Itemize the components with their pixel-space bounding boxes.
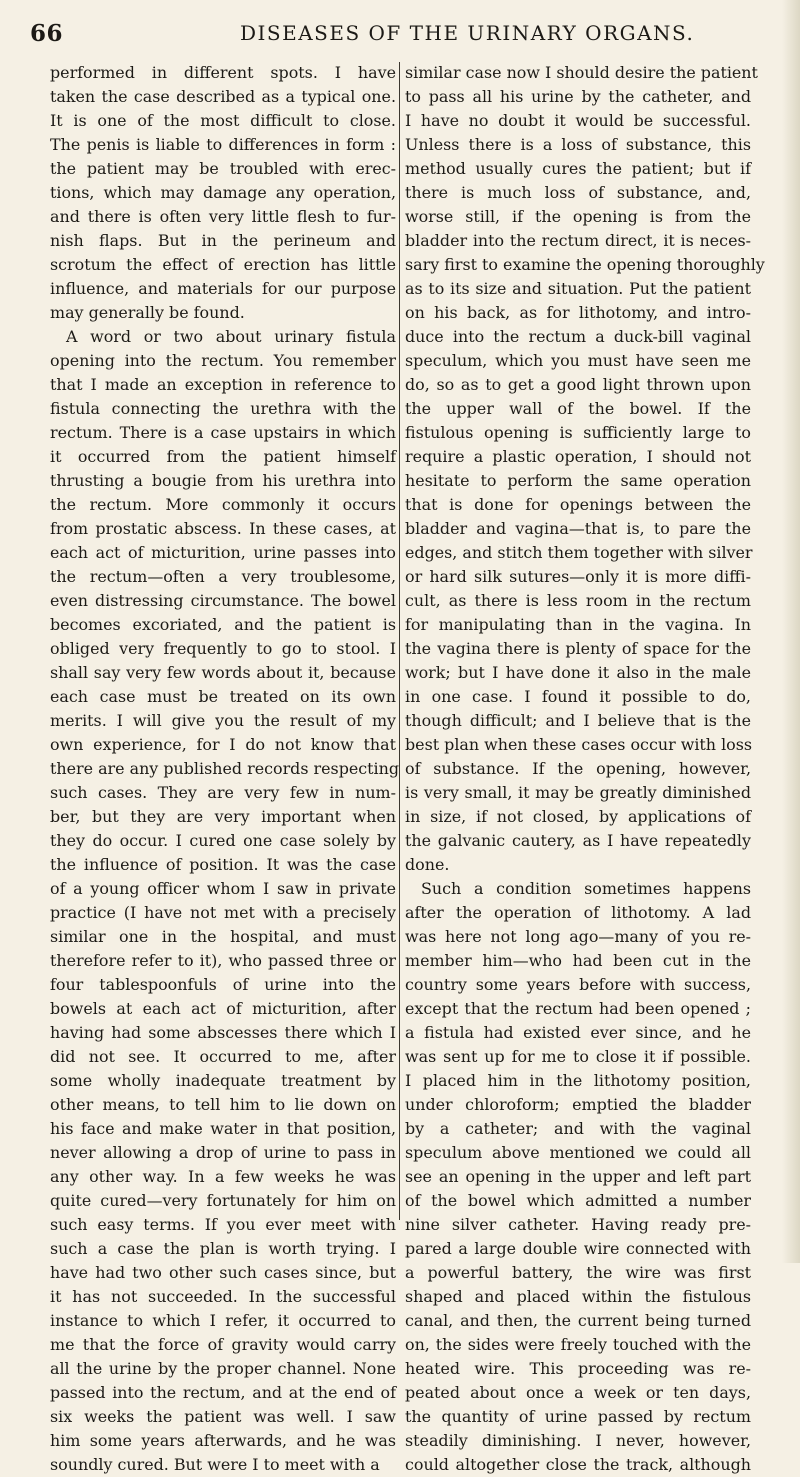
text-line: there is much loss of substance, and, [405,183,751,202]
text-line: ber, but they are very important when [50,807,396,826]
text-line: passed into the rectum, and at the end of [50,1383,396,1402]
text-line: bowels at each act of micturition, after [50,999,396,1018]
text-line: some wholly inadequate treatment by [50,1071,396,1090]
text-line: to pass all his urine by the catheter, and [405,87,751,106]
left-column [50,61,400,1477]
text-line: the rectum—often a very troublesome, [50,567,396,586]
text-line: six weeks the patient was well. I saw [50,1407,396,1426]
text-line: becomes excoriated, and the patient is [50,615,396,634]
text-line: they do occur. I cured one case solely by [50,831,396,850]
text-line: scrotum the effect of erection has little [50,255,396,274]
text-line: all the urine by the proper channel. None [50,1359,396,1378]
text-line: there are any published records respecting [50,759,400,778]
text-line: duce into the rectum a duck-bill vaginal [405,327,751,346]
text-line: was sent up for me to close it if possible. [405,1047,751,1066]
text-line: sary first to examine the opening thoroughly [405,255,765,274]
column-divider [399,62,400,1220]
text-line: may generally be found. [50,303,245,322]
text-line: soundly cured. But were I to meet with a [50,1455,380,1474]
text-line: as to its size and situation. Put the patient [405,279,751,298]
text-line: of a young officer whom I saw in private [50,879,396,898]
text-line: It is one of the most difficult to close. [50,111,396,130]
text-line: fistulous opening is sufficiently large to [405,423,751,442]
text-line: did not see. It occurred to me, after [50,1047,396,1066]
text-line: heated wire. This proceeding was re- [405,1359,751,1378]
text-line: of substance. If the opening, however, [405,759,751,778]
text-line: nish flaps. But in the perineum and [50,231,396,250]
text-line: other means, to tell him to lie down on [50,1095,396,1114]
text-line: it occurred from the patient himself [50,447,396,466]
text-line: thrusting a bougie from his urethra into [50,471,396,490]
text-line: speculum, which you must have seen me [405,351,751,370]
text-line: on, the sides were freely touched with the [405,1335,751,1354]
text-line: influence, and materials for our purpose [50,279,396,298]
text-line: opening into the rectum. You remember [50,351,396,370]
text-line: The penis is liable to differences in form : [50,135,396,154]
text-line: him some years afterwards, and he was [50,1431,396,1450]
text-line: do, so as to get a good light thrown upon [405,375,751,394]
text-line: the rectum. More commonly it occurs [50,495,396,514]
text-line: similar one in the hospital, and must [50,927,396,946]
text-line: similar case now I should desire the patient [405,63,758,82]
text-line: after the operation of lithotomy. A lad [405,903,751,922]
text-line: A word or two about urinary fistula [66,327,396,346]
text-line: instance to which I refer, it occurred to [50,1311,396,1330]
text-line: such a case the plan is worth trying. I [50,1239,396,1258]
text-line: country some years before with success, [405,975,751,994]
text-line: method usually cures the patient; but if [405,159,751,178]
running-head: DISEASES OF THE URINARY ORGANS. [240,21,695,45]
text-line: a powerful battery, the wire was first [405,1263,751,1282]
text-line: the patient may be troubled with erec- [50,159,396,178]
text-line: or hard silk sutures—only it is more diffi- [405,567,751,586]
text-line: in size, if not closed, by applications of [405,807,751,826]
text-line: it has not succeeded. In the successful [50,1287,396,1306]
text-line: peated about once a week or ten days, [405,1383,751,1402]
text-line: from prostatic abscess. In these cases, at [50,519,396,538]
text-line: edges, and stitch them together with silver [405,543,753,562]
text-line: for manipulating than in the vagina. In [405,615,751,634]
page-edge-shadow [782,0,800,1263]
page-number: 66 [30,20,64,47]
text-line: any other way. In a few weeks he was [50,1167,396,1186]
text-line: the vagina there is plenty of space for the [405,639,751,658]
text-line: canal, and then, the current being turned [405,1311,751,1330]
text-line: though difficult; and I believe that is the [405,711,751,730]
text-line: me that the force of gravity would carry [50,1335,396,1354]
text-line: speculum above mentioned we could all [405,1143,751,1162]
text-line: could altogether close the track, although [405,1455,751,1474]
text-line: taken the case described as a typical one. [50,87,396,106]
text-line: is very small, it may be greatly diminished [405,783,751,802]
text-line: under chloroform; emptied the bladder [405,1095,751,1114]
text-line: the upper wall of the bowel. If the [405,399,751,418]
text-line: quite cured—very fortunately for him on [50,1191,396,1210]
text-line: tions, which may damage any operation, [50,183,396,202]
text-line: hesitate to perform the same operation [405,471,751,490]
text-line: performed in different spots. I have [50,63,396,82]
text-line: his face and make water in that position, [50,1119,396,1138]
text-line: Unless there is a loss of substance, this [405,135,751,154]
text-line: Such a condition sometimes happens [421,879,751,898]
text-line: never allowing a drop of urine to pass in [50,1143,396,1162]
text-line: of the bowel which admitted a number [405,1191,751,1210]
text-line: having had some abscesses there which I [50,1023,396,1042]
text-line: bladder into the rectum direct, it is neces- [405,231,751,250]
text-line: have had two other such cases since, but [50,1263,396,1282]
text-line: shall say very few words about it, because [50,663,396,682]
text-line: each act of micturition, urine passes into [50,543,396,562]
text-line: shaped and placed within the fistulous [405,1287,751,1306]
text-line: and there is often very little flesh to fur- [50,207,396,226]
text-line: by a catheter; and with the vaginal [405,1119,751,1138]
text-line: worse still, if the opening is from the [405,207,751,226]
text-line: work; but I have done it also in the male [405,663,751,682]
text-line: require a plastic operation, I should not [405,447,751,466]
text-line: in one case. I found it possible to do, [405,687,751,706]
text-line: I have no doubt it would be successful. [405,111,751,130]
text-line: four tablespoonfuls of urine into the [50,975,396,994]
text-line: obliged very frequently to go to stool. I [50,639,396,658]
text-line: such easy terms. If you ever meet with [50,1215,396,1234]
text-line: except that the rectum had been opened ; [405,999,751,1018]
text-line: done. [405,855,450,874]
text-line: merits. I will give you the result of my [50,711,396,730]
text-line: nine silver catheter. Having ready pre- [405,1215,751,1234]
text-line: was here not long ago—many of you re- [405,927,751,946]
text-line: each case must be treated on its own [50,687,396,706]
text-line: the quantity of urine passed by rectum [405,1407,751,1426]
text-line: such cases. They are very few in num- [50,783,396,802]
text-line: the galvanic cautery, as I have repeatedly [405,831,751,850]
text-line: own experience, for I do not know that [50,735,396,754]
page-header [0,0,800,60]
text-line: practice (I have not met with a precisely [50,903,396,922]
text-line: best plan when these cases occur with loss [405,735,753,754]
text-line: rectum. There is a case upstairs in which [50,423,396,442]
text-line: bladder and vagina—that is, to pare the [405,519,751,538]
text-line: even distressing circumstance. The bowel [50,591,396,610]
text-line: see an opening in the upper and left part [405,1167,751,1186]
text-line: steadily diminishing. I never, however, [405,1431,751,1450]
text-line: therefore refer to it), who passed three or [50,951,396,970]
right-column [405,61,765,1477]
text-line: that I made an exception in reference to [50,375,396,394]
text-line: fistula connecting the urethra with the [50,399,396,418]
text-line: member him—who had been cut in the [405,951,751,970]
text-line: a fistula had existed ever since, and he [405,1023,751,1042]
text-line: the influence of position. It was the case [50,855,396,874]
text-line: that is done for openings between the [405,495,751,514]
text-line: on his back, as for lithotomy, and intro- [405,303,751,322]
text-line: pared a large double wire connected with [405,1239,751,1258]
text-line: I placed him in the lithotomy position, [405,1071,751,1090]
text-line: cult, as there is less room in the rectum [405,591,751,610]
